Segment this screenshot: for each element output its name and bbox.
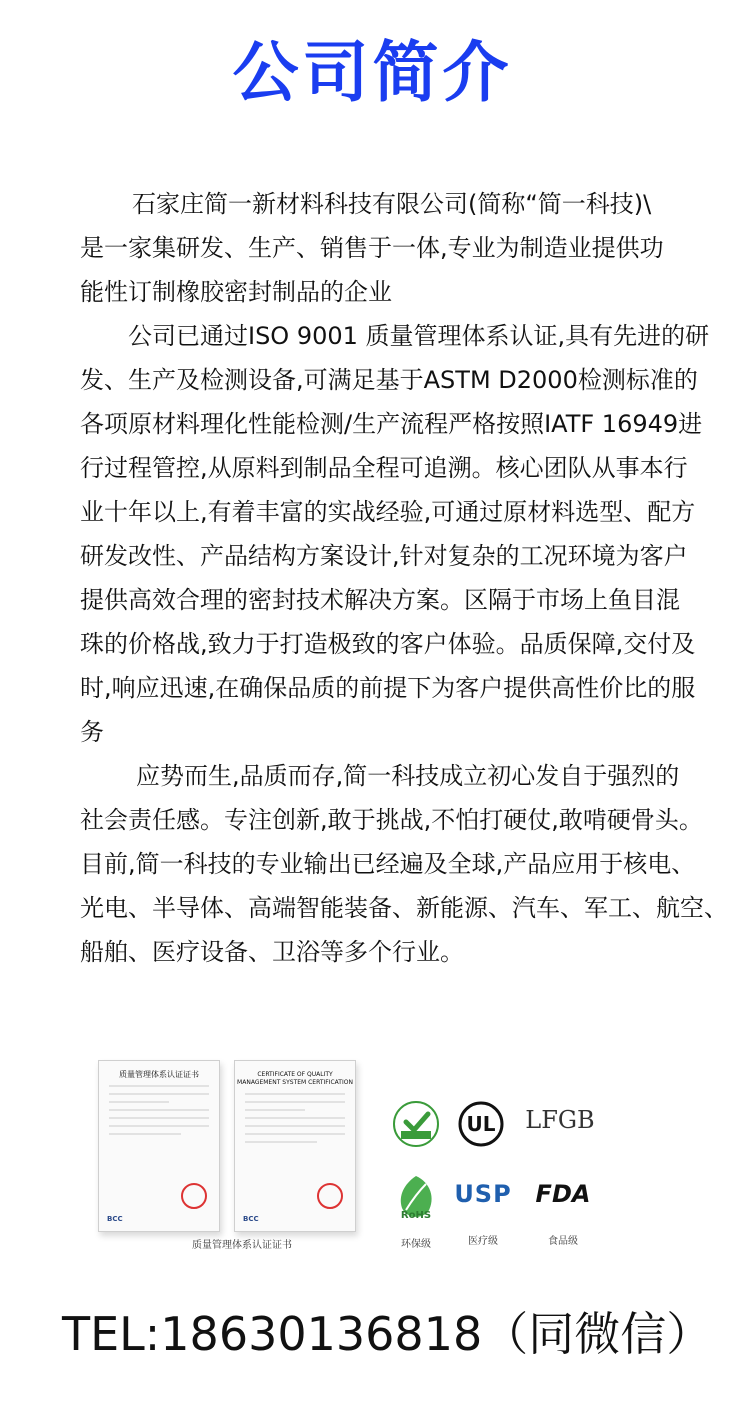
caption-med: 医疗级 bbox=[468, 1236, 498, 1247]
paragraph-1-line-3: 能性订制橡胶密封制品的企业 bbox=[80, 278, 392, 306]
page-title: 公司简介 bbox=[232, 34, 513, 111]
fda-badge bbox=[530, 1180, 596, 1247]
paragraph-2-line-8: 珠的价格战,致力于打造极致的客户体验。品质保障,交付及 bbox=[80, 630, 696, 658]
caption-env: 环保级 bbox=[401, 1239, 431, 1250]
ul-label: UL bbox=[466, 1112, 496, 1136]
reach-icon bbox=[392, 1100, 440, 1148]
seal-icon bbox=[181, 1183, 207, 1209]
paragraph-2-line-10: 务 bbox=[80, 718, 104, 746]
seal-icon bbox=[317, 1183, 343, 1209]
certificate-en bbox=[234, 1060, 356, 1232]
paragraph-2-line-1: 公司已通过ISO 9001 质量管理体系认证,具有先进的研 bbox=[128, 322, 710, 350]
caption-food: 食品级 bbox=[548, 1236, 578, 1247]
paragraph-3-line-5: 船舶、医疗设备、卫浴等多个行业。 bbox=[80, 938, 464, 966]
lfgb-label: LFGB bbox=[525, 1106, 595, 1134]
usp-badge bbox=[450, 1180, 516, 1247]
paragraph-3-line-3: 目前,简一科技的专业输出已经遍及全球,产品应用于核电、 bbox=[80, 850, 696, 878]
paragraph-1-line-2: 是一家集研发、生产、销售于一体,专业为制造业提供功 bbox=[80, 234, 664, 262]
certificates-caption: 质量管理体系认证证书 bbox=[192, 1240, 292, 1251]
paragraph-2-line-5: 业十年以上,有着丰富的实战经验,可通过原材料选型、配方 bbox=[80, 498, 696, 526]
paragraph-2-line-6: 研发改性、产品结构方案设计,针对复杂的工况环境为客户 bbox=[80, 542, 688, 570]
rohs-badge bbox=[390, 1172, 442, 1250]
paragraph-2-line-3: 各项原材料理化性能检测/生产流程严格按照IATF 16949进 bbox=[80, 410, 703, 438]
certificate-en-logo: BCC bbox=[243, 1215, 259, 1223]
paragraph-3-line-4: 光电、半导体、高端智能装备、新能源、汽车、军工、航空、 bbox=[80, 894, 728, 922]
certificate-en-title: CERTIFICATE OF QUALITY MANAGEMENT SYSTEM CERTIFICATION bbox=[237, 1071, 353, 1086]
fda-label: FDA bbox=[535, 1180, 591, 1208]
paragraph-3-line-1: 应势而生,品质而存,简一科技成立初心发自于强烈的 bbox=[136, 762, 680, 790]
paragraph-2-line-9: 时,响应迅速,在确保品质的前提下为客户提供高性价比的服 bbox=[80, 674, 696, 702]
paragraph-2-line-7: 提供高效合理的密封技术解决方案。区隔于市场上鱼目混 bbox=[80, 586, 680, 614]
paragraph-1-line-1: 石家庄简一新材料科技有限公司(简称“简一科技)\ bbox=[132, 190, 652, 218]
certificate-cn-logo: BCC bbox=[107, 1215, 123, 1223]
reach-label: REACH bbox=[402, 1132, 430, 1140]
contact-tel: TEL:18630136818（同微信） bbox=[62, 1307, 713, 1361]
certificate-cn-title: 质量管理体系认证证书 bbox=[119, 1070, 199, 1079]
certificate-cn bbox=[98, 1060, 220, 1232]
reach-badge bbox=[390, 1100, 442, 1140]
paragraph-3-line-2: 社会责任感。专注创新,敢于挑战,不怕打硬仗,敢啃硬骨头。 bbox=[80, 806, 703, 834]
ul-badge bbox=[455, 1100, 507, 1152]
paragraph-2-line-4: 行过程管控,从原料到制品全程可追溯。核心团队从事本行 bbox=[80, 454, 688, 482]
paragraph-2-line-2: 发、生产及检测设备,可满足基于ASTM D2000检测标准的 bbox=[80, 366, 698, 394]
usp-label: USP bbox=[454, 1180, 512, 1208]
certificates-group bbox=[84, 1050, 400, 1262]
rohs-label: RoHS bbox=[400, 1210, 432, 1221]
lfgb-badge bbox=[520, 1106, 600, 1134]
